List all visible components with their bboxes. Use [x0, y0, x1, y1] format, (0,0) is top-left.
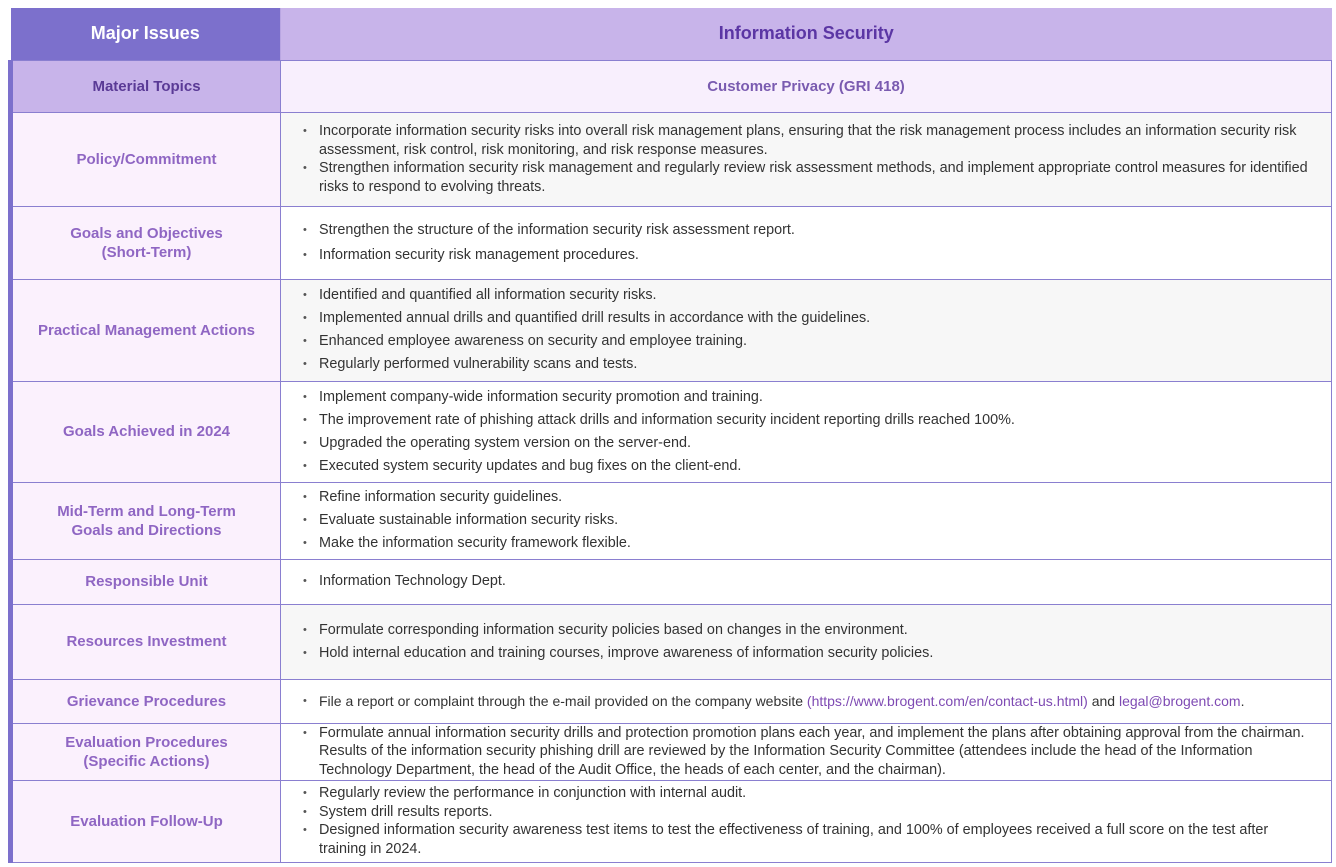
row-policy-commitment [11, 112, 1332, 206]
row-goals-objectives [11, 206, 1332, 279]
row-practical-management [11, 279, 1332, 381]
bullet-list [281, 724, 1319, 780]
label-line: Mid-Term and Long-Term [57, 502, 236, 520]
contact-us-link[interactable]: (https://www.brogent.com/en/contact-us.html) [806, 692, 1088, 709]
list-item: • Regularly review the performance in conjunction with internal audit. [281, 784, 1319, 803]
row-label-evaluation-procedures [11, 723, 281, 780]
bullet-list [281, 221, 1319, 265]
bullet-list [281, 621, 1319, 663]
row-label-goals-achieved: Goals Achieved in 2024 [11, 381, 281, 482]
list-item: • Evaluate sustainable information security risks. [281, 511, 1319, 530]
grievance-text: and [1087, 692, 1119, 709]
row-goals-achieved [11, 381, 1332, 482]
label-line: Goals and Directions [71, 521, 222, 539]
row-label-grievance-procedures: Grievance Procedures [11, 679, 281, 723]
header-information-security: Information Security [281, 8, 1332, 60]
row-label-goals-objectives [11, 206, 281, 279]
row-label-policy-commitment: Policy/Commitment [11, 112, 281, 206]
list-item: • Enhanced employee awareness on security and employee training. [281, 332, 1319, 351]
label-line: Goals and Objectives [70, 224, 223, 242]
row-content-practical-management [281, 279, 1332, 381]
header-row [11, 8, 1332, 60]
subheader-row [11, 60, 1332, 112]
row-grievance-procedures [11, 679, 1332, 723]
row-content-goals-achieved [281, 381, 1332, 482]
row-label-evaluation-follow-up: Evaluation Follow-Up [11, 780, 281, 862]
list-item: • Strengthen information security risk management and regularly review risk assessment methods, and implement appropriate control measures for identified risks to respond to evolving threats. [281, 159, 1319, 196]
legal-email-link[interactable]: legal@brogent.com [1118, 692, 1241, 709]
label-line: (Specific Actions) [83, 752, 210, 770]
list-item: • Information Technology Dept. [281, 572, 1319, 591]
list-item [281, 692, 1319, 711]
row-mid-long-term [11, 482, 1332, 559]
header-major-issues: Major Issues [11, 8, 281, 60]
label-line: Evaluation Procedures [65, 733, 228, 751]
row-evaluation-procedures [11, 723, 1332, 780]
issues-table [8, 8, 1332, 863]
bullet-list [281, 286, 1319, 374]
row-responsible-unit [11, 559, 1332, 604]
material-topic-value: Customer Privacy (GRI 418) [281, 60, 1332, 112]
list-item: • Implemented annual drills and quantified drill results in accordance with the guidelines. [281, 309, 1319, 328]
bullet-list [281, 388, 1319, 476]
list-item: • Make the information security framework flexible. [281, 534, 1319, 553]
list-item: • Incorporate information security risks into overall risk management plans, ensuring that the risk management process includes an information security risk assessment, risk control, risk monitoring, and risk response measures. [281, 122, 1319, 159]
row-label-mid-long-term [11, 482, 281, 559]
row-label-resources-investment: Resources Investment [11, 604, 281, 679]
bullet-list [281, 572, 1319, 591]
list-item: • Upgraded the operating system version on the server-end. [281, 434, 1319, 453]
row-content-evaluation-follow-up [281, 780, 1332, 862]
material-topics-label: Material Topics [11, 60, 281, 112]
bullet-list [281, 784, 1319, 858]
row-content-grievance-procedures [281, 679, 1332, 723]
row-content-evaluation-procedures [281, 723, 1332, 780]
bullet-list [281, 488, 1319, 553]
list-item: • Formulate corresponding information security policies based on changes in the environment. [281, 621, 1319, 640]
row-content-policy-commitment [281, 112, 1332, 206]
row-content-mid-long-term [281, 482, 1332, 559]
list-item: • Designed information security awareness test items to test the effectiveness of training, and 100% of employees received a full score on the test after training in 2024. [281, 821, 1319, 858]
list-item: • Regularly performed vulnerability scans and tests. [281, 355, 1319, 374]
list-item: • Identified and quantified all information security risks. [281, 286, 1319, 305]
row-content-goals-objectives [281, 206, 1332, 279]
list-item: • Implement company-wide information security promotion and training. [281, 388, 1319, 407]
row-label-responsible-unit: Responsible Unit [11, 559, 281, 604]
row-resources-investment [11, 604, 1332, 679]
list-item: • Refine information security guidelines. [281, 488, 1319, 507]
list-item: • Strengthen the structure of the information security risk assessment report. [281, 221, 1319, 240]
row-content-responsible-unit [281, 559, 1332, 604]
list-item: • Formulate annual information security drills and protection promotion plans each year, and implement the plans after obtaining approval from the chairman. Results of the information security phishing drill are reviewed by the Information Security Committee (attendees include the head of the Information Technology Department, the head of the Audit Office, the heads of each center, and the chairman). [281, 724, 1319, 780]
grievance-text: File a report or complaint through the e-mail provided on the company website [319, 692, 807, 709]
row-label-practical-management: Practical Management Actions [11, 279, 281, 381]
bullet-list [281, 122, 1319, 196]
list-item: • Hold internal education and training courses, improve awareness of information security policies. [281, 644, 1319, 663]
row-evaluation-follow-up [11, 780, 1332, 862]
grievance-text: . [1240, 692, 1245, 709]
list-item: • The improvement rate of phishing attack drills and information security incident reporting drills reached 100%. [281, 411, 1319, 430]
bullet-list [281, 692, 1319, 711]
row-content-resources-investment [281, 604, 1332, 679]
list-item: • System drill results reports. [281, 803, 1319, 822]
list-item: • Information security risk management procedures. [281, 246, 1319, 265]
label-line: (Short-Term) [101, 243, 192, 261]
list-item: • Executed system security updates and bug fixes on the client-end. [281, 457, 1319, 476]
